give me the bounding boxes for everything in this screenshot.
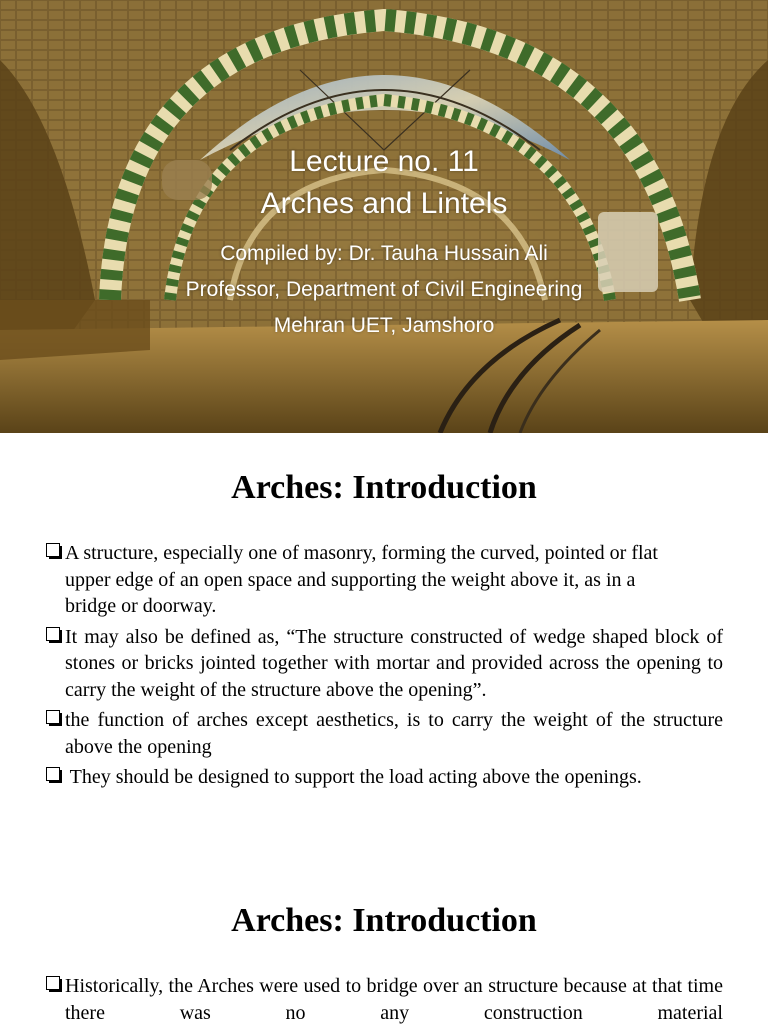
bullet-list [46,540,723,795]
slide-heading: Arches: Introduction [231,902,537,939]
bullet-text: It may also be defined as, “The structure constructed of wedge shaped block of stones or bricks jointed together with mortar and provided across the opening to carry the weight of the structure above the opening”. [65,625,723,701]
slide-heading: Arches: Introduction [231,469,537,506]
slide-arches-introduction-1 [0,433,768,866]
bullet-text: the function of arches except aesthetics, is to carry the weight of the structure above the opening [65,709,723,758]
title-slide [0,0,768,433]
author-position: Professor, Department of Civil Engineering [185,278,583,301]
bullet-text: Historically, the Arches were used to bridge over an structure because at that time there was no any construction material [65,975,723,1024]
checkbox-square-icon [46,710,60,724]
checkbox-square-icon [46,543,60,557]
bullet-list [46,973,723,1024]
slide-arches-introduction-2 [0,866,768,1024]
author-institution: Mehran UET, Jamshoro [273,314,495,337]
list-item [46,707,723,760]
bullet-text: A structure, especially one of masonry, forming the curved, pointed or flat upper edge of an open space and supporting the weight above it, as in a bridge or doorway. [65,542,658,617]
checkbox-square-icon [46,976,60,990]
bullet-text: They should be designed to support the load acting above the openings. [65,766,642,788]
list-item [46,624,723,704]
lecture-title: Arches and Lintels [260,187,508,220]
checkbox-square-icon [46,627,60,641]
compiled-by-line: Compiled by: Dr. Tauha Hussain Ali [220,242,548,265]
list-item [46,540,723,620]
list-item [46,764,723,791]
list-item [46,973,723,1024]
checkbox-square-icon [46,767,60,781]
lecture-number: Lecture no. 11 [289,145,479,178]
